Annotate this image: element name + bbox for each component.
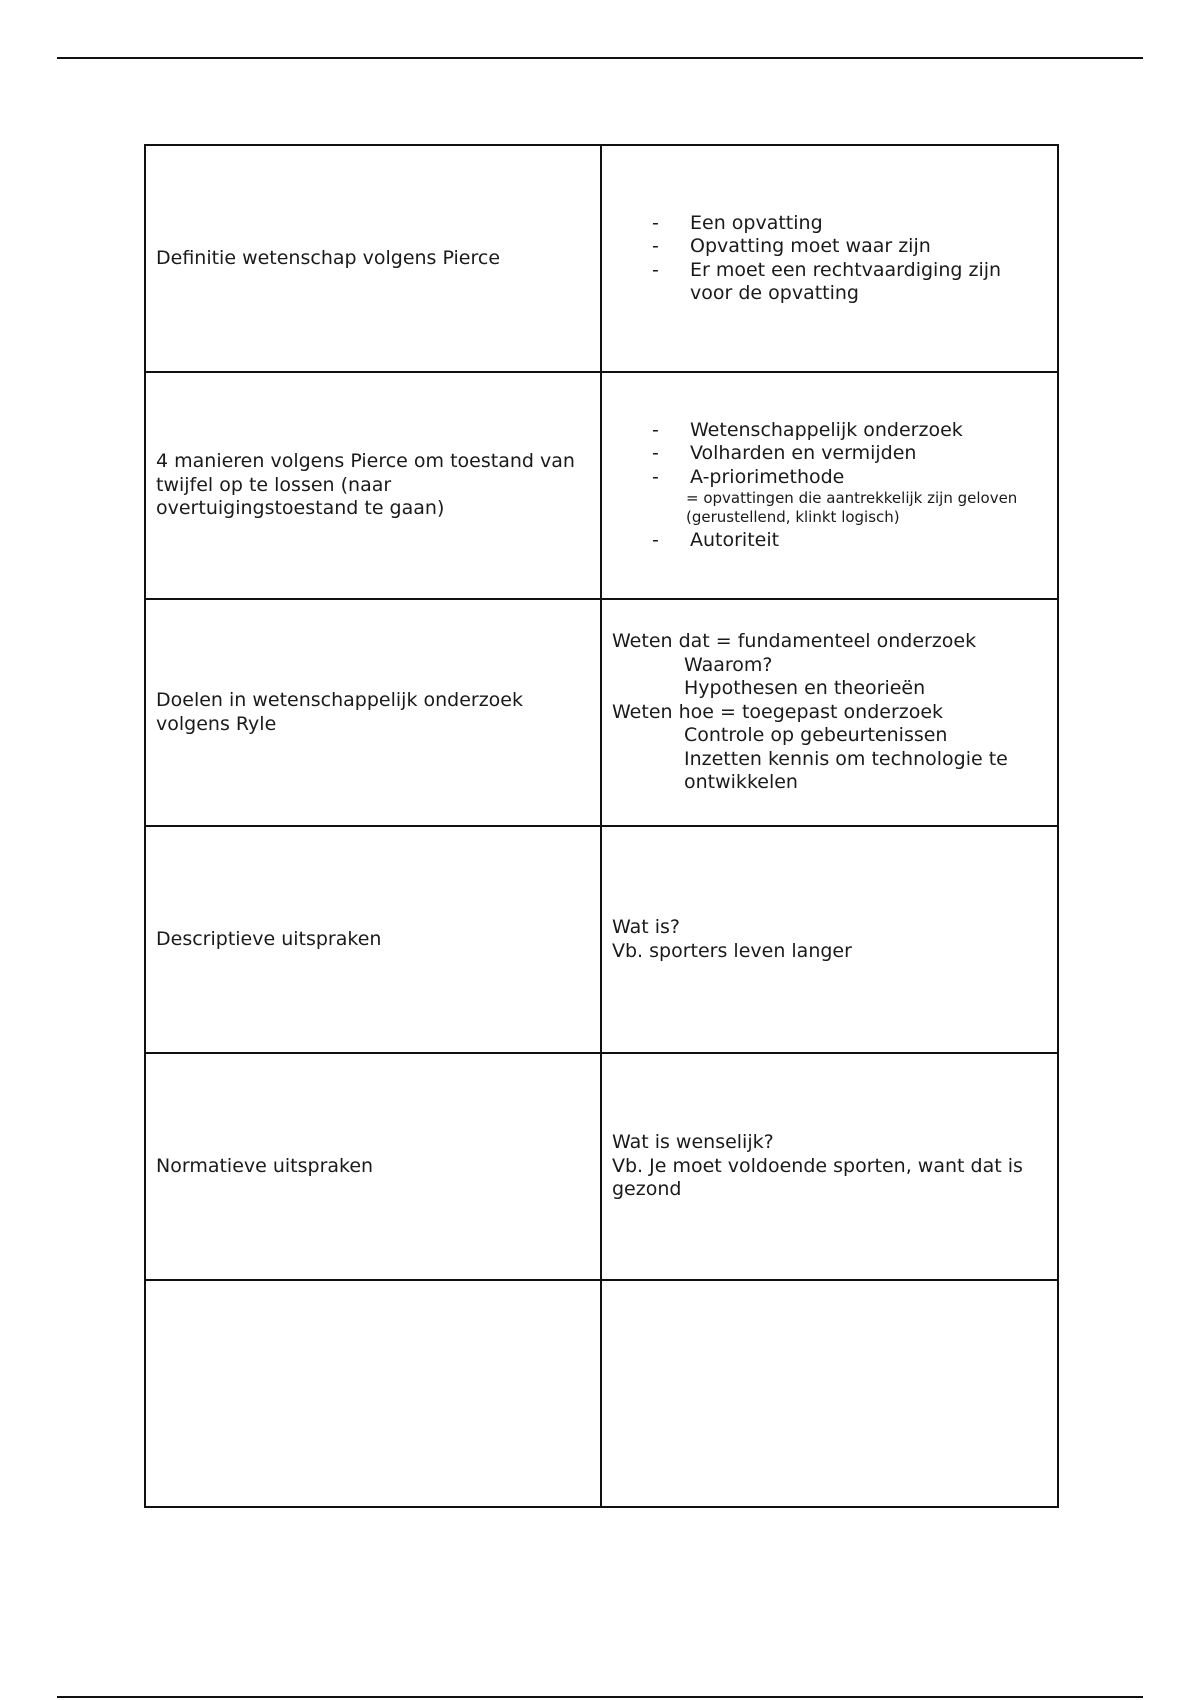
table-row: [145, 1280, 1058, 1507]
term-text: 4 manieren volgens Pierce om toestand van twijfel op te lossen (naar overtuigingstoestand te gaan): [156, 450, 575, 520]
term-cell: [145, 826, 601, 1053]
definition-line: Wat is?: [612, 916, 680, 938]
term-cell: [145, 372, 601, 599]
sub-note: = opvattingen die aantrekkelijk zijn geloven (gerustellend, klinkt logisch): [686, 489, 1018, 526]
term-text: Definitie wetenschap volgens Pierce: [156, 246, 501, 269]
table-row: [145, 145, 1058, 372]
flashcard-table: [144, 144, 1059, 1508]
header-rule: [57, 57, 1143, 59]
definition-subline: Hypothesen en theorieën: [684, 677, 926, 700]
list-item: - Volharden en vermijden: [652, 442, 1047, 466]
table-row: [145, 826, 1058, 1053]
definition-line: Vb. sporters leven langer: [612, 939, 852, 962]
list-item: - Er moet een rechtvaardiging zijn voor de opvatting: [652, 259, 1047, 306]
table-row: [145, 372, 1058, 599]
definition-subline: Controle op gebeurtenissen: [684, 724, 948, 747]
definition-cell: [601, 1280, 1058, 1507]
term-cell: [145, 1053, 601, 1280]
list-item: - Wetenschappelijk onderzoek: [652, 419, 1047, 443]
footer-rule: [57, 1696, 1143, 1698]
term-cell: [145, 145, 601, 372]
term-cell: [145, 1280, 601, 1507]
term-cell: [145, 599, 601, 826]
definition-cell: [601, 1053, 1058, 1280]
definition-cell: [601, 599, 1058, 826]
definition-cell: [601, 372, 1058, 599]
table-row: [145, 599, 1058, 826]
bullet-list: [612, 419, 1047, 490]
definition-line: Vb. Je moet voldoende sporten, want dat is gezond: [612, 1154, 1023, 1201]
list-item: - Opvatting moet waar zijn: [652, 235, 1047, 259]
definition-subline: Inzetten kennis om technologie te ontwikkelen: [684, 747, 1008, 794]
bullet-list: [612, 212, 1047, 306]
bullet-list: [612, 529, 1047, 553]
definition-line: Weten dat = fundamenteel onderzoek: [612, 630, 977, 653]
list-item: - Een opvatting: [652, 212, 1047, 236]
list-item: - Autoriteit: [652, 529, 1047, 553]
definition-subline: Waarom?: [684, 653, 773, 676]
term-text: Normatieve uitspraken: [156, 1154, 374, 1177]
definition-line: Weten hoe = toegepast onderzoek: [612, 700, 944, 723]
table-row: [145, 1053, 1058, 1280]
definition-cell: [601, 826, 1058, 1053]
term-text: Doelen in wetenschappelijk onderzoek volgens Ryle: [156, 689, 524, 735]
definition-cell: [601, 145, 1058, 372]
definition-line: Wat is wenselijk?: [612, 1131, 774, 1154]
list-item: - A-priorimethode: [652, 466, 1047, 490]
term-text: Descriptieve uitspraken: [156, 927, 382, 950]
